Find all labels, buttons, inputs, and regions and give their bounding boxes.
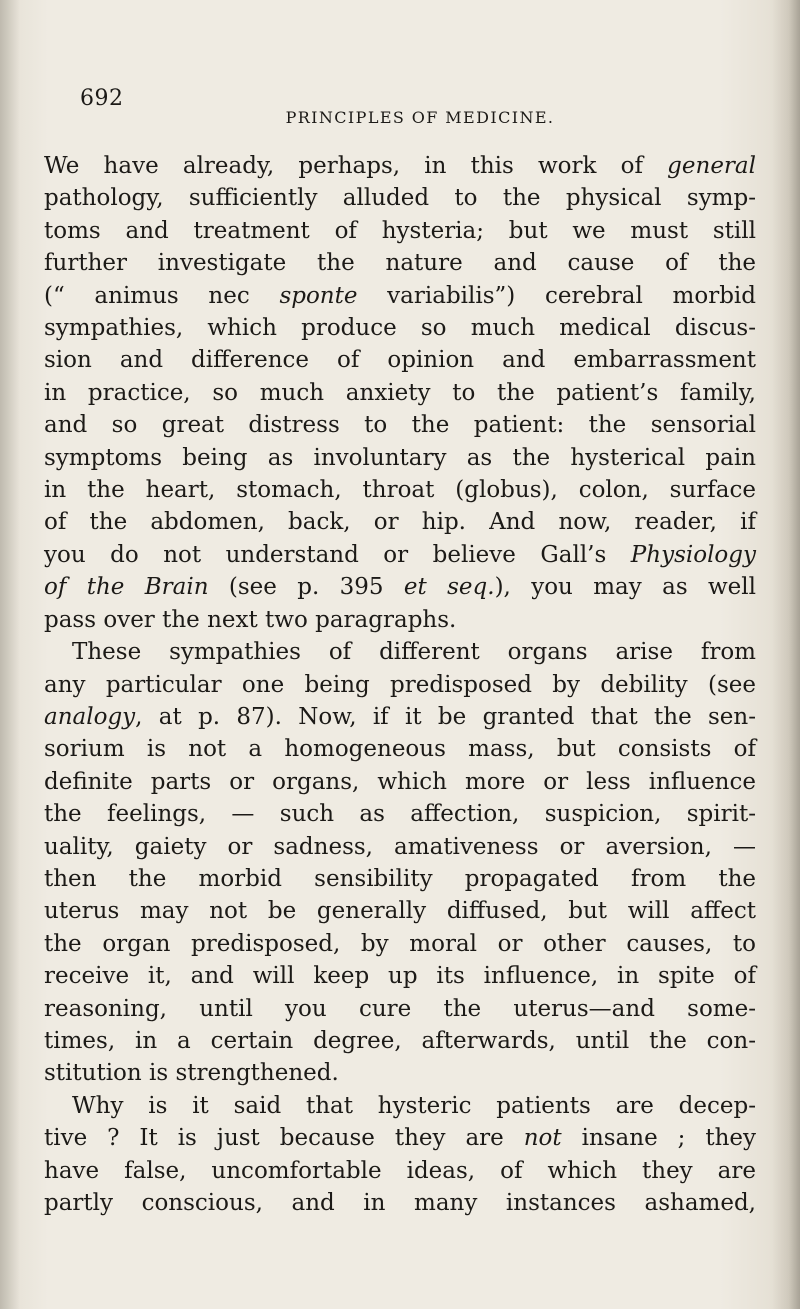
text-line: sion and difference of opinion and embarrassment: [44, 347, 756, 374]
page-edge-shadow: [772, 0, 800, 1309]
italic-title: Physiology: [630, 541, 756, 568]
text-line: Why is it said that hysteric patients are decep-: [72, 1092, 756, 1119]
page-header: [80, 86, 760, 130]
text-line: receive it, and will keep up its influence, in spite of: [44, 963, 756, 990]
text-line: uality, gaiety or sadness, amativeness or aversion, —: [44, 833, 756, 860]
text-line: uterus may not be generally diffused, but will affect: [44, 898, 756, 925]
text-line: the organ predisposed, by moral or other causes, to: [44, 930, 756, 957]
italic-word: et seq.: [403, 574, 495, 601]
text-line: further investigate the nature and cause of the: [44, 250, 756, 277]
text-line: We have already, perhaps, in this work of general: [44, 153, 756, 179]
running-title: PRINCIPLES OF MEDICINE.: [285, 108, 555, 127]
page-number: 692: [80, 86, 124, 111]
text-line: and so great distress to the patient: the sensorial: [44, 412, 756, 439]
text-line: These sympathies of different organs arise from: [72, 639, 756, 666]
italic-word: analogy: [44, 703, 136, 730]
italic-title: of the Brain: [44, 574, 209, 601]
paragraph-3: [44, 1090, 756, 1220]
body-text: [44, 150, 756, 1219]
italic-word: general: [667, 153, 756, 179]
text-line: toms and treatment of hysteria; but we must still: [44, 217, 756, 244]
text-line: of the abdomen, back, or hip. And now, reader, if: [44, 509, 756, 536]
text-line: in the heart, stomach, throat (globus), colon, surface: [44, 477, 756, 504]
text-line: symptoms being as involuntary as the hysterical pain: [44, 444, 756, 471]
text-line: stitution is strengthened.: [44, 1060, 339, 1087]
text-line: definite parts or organs, which more or less influence: [44, 768, 756, 795]
text-line: the feelings, — such as affection, suspicion, spirit-: [44, 801, 756, 828]
text-line: pathology, sufficiently alluded to the physical symp-: [44, 185, 756, 212]
text-line: then the morbid sensibility propagated from the: [44, 865, 756, 892]
text-line: reasoning, until you cure the uterus—and some-: [44, 995, 756, 1022]
text-line: partly conscious, and in many instances ashamed,: [44, 1190, 756, 1216]
italic-word: not: [523, 1125, 562, 1152]
paragraph-2: [44, 636, 756, 1090]
text-line: pass over the next two paragraphs.: [44, 606, 457, 633]
text-line: sorium is not a homogeneous mass, but consists of: [44, 736, 756, 763]
text-line: of the Brain (see p. 395 et seq.), you may as well: [44, 574, 756, 601]
text-line: you do not understand or believe Gall’s Physiology: [44, 541, 756, 568]
text-line: in practice, so much anxiety to the patient’s family,: [44, 379, 756, 406]
text-line: tive ? It is just because they are not insane ; they: [44, 1125, 757, 1152]
text-line: analogy, at p. 87). Now, if it be granted that the sen-: [44, 703, 756, 730]
text-line: times, in a certain degree, afterwards, until the con-: [44, 1027, 756, 1054]
text-line: any particular one being predisposed by debility (see: [44, 671, 756, 698]
text-line: (“ animus nec sponte variabilis”) cerebral morbid: [44, 282, 756, 309]
text-line: sympathies, which produce so much medical discus-: [44, 315, 756, 342]
italic-word: sponte: [279, 282, 358, 309]
page-gutter-shadow: [0, 0, 20, 1309]
paragraph-1: [44, 150, 756, 636]
text-line: have false, uncomfortable ideas, of which they are: [44, 1157, 756, 1184]
